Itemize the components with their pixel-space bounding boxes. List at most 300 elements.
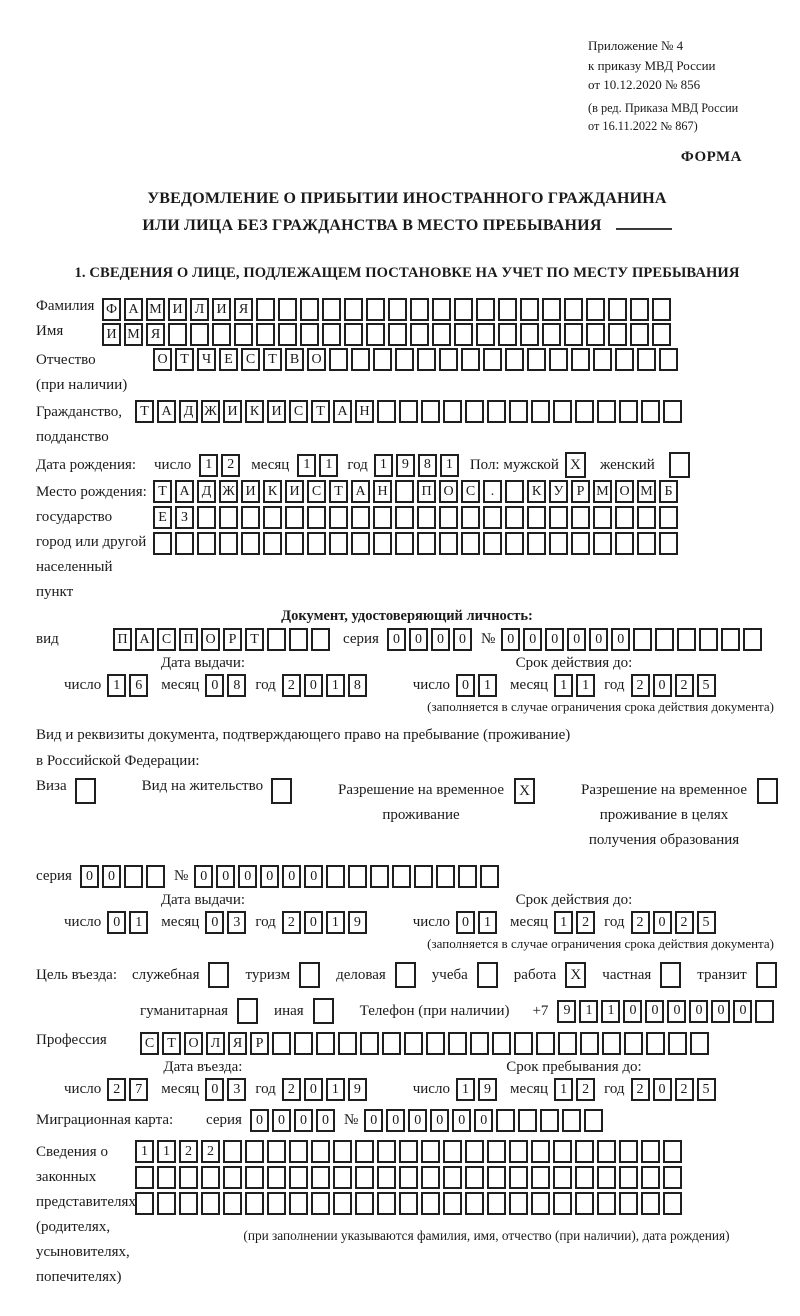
char-cell[interactable] [333, 1140, 352, 1163]
char-cell[interactable] [377, 1140, 396, 1163]
char-cell[interactable] [586, 323, 605, 346]
char-cell[interactable] [476, 323, 495, 346]
char-cell[interactable]: 8 [348, 674, 367, 697]
char-cell[interactable] [366, 323, 385, 346]
char-cell[interactable]: А [175, 480, 194, 503]
char-cell[interactable] [597, 1192, 616, 1215]
char-cell[interactable]: А [351, 480, 370, 503]
char-cell[interactable] [619, 1140, 638, 1163]
char-cell[interactable]: 0 [205, 911, 224, 934]
char-cell[interactable]: 0 [316, 1109, 335, 1132]
char-cell[interactable] [586, 298, 605, 321]
char-cell[interactable]: 7 [129, 1078, 148, 1101]
char-cell[interactable] [608, 298, 627, 321]
char-cell[interactable] [593, 348, 612, 371]
char-cell[interactable] [549, 348, 568, 371]
char-cell[interactable] [256, 298, 275, 321]
char-cell[interactable] [454, 323, 473, 346]
char-cell[interactable] [179, 1192, 198, 1215]
char-cell[interactable] [329, 348, 348, 371]
char-cell[interactable] [377, 400, 396, 423]
char-cell[interactable]: И [285, 480, 304, 503]
char-cell[interactable]: 2 [221, 454, 240, 477]
char-cell[interactable] [241, 532, 260, 555]
char-cell[interactable]: Ч [197, 348, 216, 371]
char-cell[interactable] [267, 1166, 286, 1189]
checkbox-cell[interactable]: X [565, 962, 586, 988]
char-cell[interactable] [487, 1166, 506, 1189]
char-cell[interactable] [564, 298, 583, 321]
char-cell[interactable]: 0 [667, 1000, 686, 1023]
char-cell[interactable] [245, 1140, 264, 1163]
char-cell[interactable]: С [157, 628, 176, 651]
char-cell[interactable] [615, 506, 634, 529]
char-cell[interactable] [417, 506, 436, 529]
char-cell[interactable]: М [637, 480, 656, 503]
char-cell[interactable]: 1 [326, 674, 345, 697]
char-cell[interactable] [487, 400, 506, 423]
char-cell[interactable] [355, 1140, 374, 1163]
char-cell[interactable]: 5 [697, 911, 716, 934]
char-cell[interactable]: 0 [194, 865, 213, 888]
char-cell[interactable]: Д [179, 400, 198, 423]
checkbox-cell[interactable] [757, 778, 778, 804]
char-cell[interactable]: М [146, 298, 165, 321]
char-cell[interactable] [593, 532, 612, 555]
checkbox-cell[interactable]: X [514, 778, 535, 804]
char-cell[interactable]: 0 [431, 628, 450, 651]
char-cell[interactable]: Я [228, 1032, 247, 1055]
char-cell[interactable] [458, 865, 477, 888]
char-cell[interactable] [179, 1166, 198, 1189]
char-cell[interactable]: В [285, 348, 304, 371]
char-cell[interactable]: 0 [272, 1109, 291, 1132]
char-cell[interactable] [690, 1032, 709, 1055]
char-cell[interactable] [597, 1166, 616, 1189]
char-cell[interactable] [443, 1166, 462, 1189]
char-cell[interactable]: 0 [611, 628, 630, 651]
char-cell[interactable]: 0 [523, 628, 542, 651]
char-cell[interactable] [373, 532, 392, 555]
char-cell[interactable] [465, 1192, 484, 1215]
char-cell[interactable] [553, 400, 572, 423]
char-cell[interactable] [351, 532, 370, 555]
char-cell[interactable]: 0 [653, 911, 672, 934]
char-cell[interactable] [540, 1109, 559, 1132]
char-cell[interactable]: 2 [179, 1140, 198, 1163]
char-cell[interactable]: Т [153, 480, 172, 503]
char-cell[interactable] [630, 298, 649, 321]
char-cell[interactable]: К [263, 480, 282, 503]
checkbox-cell[interactable] [75, 778, 96, 804]
char-cell[interactable] [641, 1166, 660, 1189]
checkbox-cell[interactable] [237, 998, 258, 1024]
char-cell[interactable] [536, 1032, 555, 1055]
char-cell[interactable]: 0 [260, 865, 279, 888]
char-cell[interactable] [439, 532, 458, 555]
char-cell[interactable] [646, 1032, 665, 1055]
char-cell[interactable] [571, 348, 590, 371]
char-cell[interactable] [549, 506, 568, 529]
char-cell[interactable] [373, 348, 392, 371]
char-cell[interactable] [483, 532, 502, 555]
char-cell[interactable] [366, 298, 385, 321]
char-cell[interactable]: 0 [501, 628, 520, 651]
char-cell[interactable]: 0 [653, 674, 672, 697]
char-cell[interactable]: 8 [418, 454, 437, 477]
char-cell[interactable] [448, 1032, 467, 1055]
char-cell[interactable] [476, 298, 495, 321]
char-cell[interactable] [333, 1166, 352, 1189]
char-cell[interactable] [553, 1192, 572, 1215]
char-cell[interactable] [699, 628, 718, 651]
char-cell[interactable] [219, 532, 238, 555]
char-cell[interactable]: 3 [227, 911, 246, 934]
char-cell[interactable]: 0 [474, 1109, 493, 1132]
char-cell[interactable] [223, 1192, 242, 1215]
char-cell[interactable]: Я [234, 298, 253, 321]
char-cell[interactable]: 0 [102, 865, 121, 888]
char-cell[interactable]: Ж [219, 480, 238, 503]
char-cell[interactable] [492, 1032, 511, 1055]
char-cell[interactable] [633, 628, 652, 651]
char-cell[interactable] [278, 323, 297, 346]
char-cell[interactable]: 2 [107, 1078, 126, 1101]
char-cell[interactable] [245, 1166, 264, 1189]
char-cell[interactable]: 2 [631, 911, 650, 934]
char-cell[interactable] [641, 400, 660, 423]
char-cell[interactable]: И [212, 298, 231, 321]
char-cell[interactable] [721, 628, 740, 651]
char-cell[interactable] [388, 298, 407, 321]
char-cell[interactable] [575, 400, 594, 423]
char-cell[interactable] [348, 865, 367, 888]
char-cell[interactable]: 1 [554, 674, 573, 697]
char-cell[interactable] [663, 1192, 682, 1215]
char-cell[interactable]: О [307, 348, 326, 371]
char-cell[interactable]: 1 [554, 911, 573, 934]
char-cell[interactable]: 9 [348, 1078, 367, 1101]
char-cell[interactable]: 0 [430, 1109, 449, 1132]
char-cell[interactable] [307, 506, 326, 529]
char-cell[interactable]: 1 [440, 454, 459, 477]
char-cell[interactable] [382, 1032, 401, 1055]
char-cell[interactable] [201, 1166, 220, 1189]
char-cell[interactable] [663, 400, 682, 423]
char-cell[interactable] [465, 400, 484, 423]
char-cell[interactable] [263, 506, 282, 529]
char-cell[interactable]: 3 [227, 1078, 246, 1101]
char-cell[interactable]: 0 [304, 911, 323, 934]
char-cell[interactable]: 1 [579, 1000, 598, 1023]
char-cell[interactable]: 0 [250, 1109, 269, 1132]
char-cell[interactable] [520, 323, 539, 346]
char-cell[interactable] [414, 865, 433, 888]
char-cell[interactable] [245, 1192, 264, 1215]
char-cell[interactable] [329, 532, 348, 555]
char-cell[interactable] [443, 1192, 462, 1215]
checkbox-cell[interactable] [669, 452, 690, 478]
char-cell[interactable]: 0 [545, 628, 564, 651]
char-cell[interactable] [663, 1140, 682, 1163]
char-cell[interactable] [426, 1032, 445, 1055]
char-cell[interactable] [483, 506, 502, 529]
char-cell[interactable] [443, 400, 462, 423]
char-cell[interactable] [465, 1140, 484, 1163]
char-cell[interactable] [351, 506, 370, 529]
char-cell[interactable] [338, 1032, 357, 1055]
char-cell[interactable] [668, 1032, 687, 1055]
char-cell[interactable] [619, 400, 638, 423]
char-cell[interactable]: 0 [304, 674, 323, 697]
checkbox-cell[interactable] [660, 962, 681, 988]
char-cell[interactable]: Н [355, 400, 374, 423]
char-cell[interactable] [326, 865, 345, 888]
char-cell[interactable] [432, 323, 451, 346]
char-cell[interactable] [461, 532, 480, 555]
char-cell[interactable] [542, 298, 561, 321]
char-cell[interactable] [212, 323, 231, 346]
char-cell[interactable] [553, 1166, 572, 1189]
char-cell[interactable] [373, 506, 392, 529]
char-cell[interactable]: П [417, 480, 436, 503]
char-cell[interactable]: Р [223, 628, 242, 651]
char-cell[interactable]: 2 [201, 1140, 220, 1163]
char-cell[interactable] [558, 1032, 577, 1055]
char-cell[interactable]: Т [311, 400, 330, 423]
char-cell[interactable] [564, 323, 583, 346]
char-cell[interactable]: 0 [386, 1109, 405, 1132]
char-cell[interactable]: 0 [294, 1109, 313, 1132]
char-cell[interactable]: 9 [348, 911, 367, 934]
char-cell[interactable]: 1 [374, 454, 393, 477]
char-cell[interactable]: 9 [478, 1078, 497, 1101]
char-cell[interactable]: 5 [697, 674, 716, 697]
char-cell[interactable] [531, 400, 550, 423]
char-cell[interactable] [518, 1109, 537, 1132]
char-cell[interactable]: 0 [387, 628, 406, 651]
char-cell[interactable] [571, 506, 590, 529]
char-cell[interactable] [527, 348, 546, 371]
char-cell[interactable]: Л [190, 298, 209, 321]
char-cell[interactable] [615, 532, 634, 555]
char-cell[interactable]: О [615, 480, 634, 503]
char-cell[interactable]: 2 [576, 911, 595, 934]
char-cell[interactable] [637, 348, 656, 371]
char-cell[interactable]: 0 [711, 1000, 730, 1023]
char-cell[interactable]: 0 [205, 1078, 224, 1101]
char-cell[interactable] [637, 532, 656, 555]
char-cell[interactable]: М [593, 480, 612, 503]
char-cell[interactable]: 0 [282, 865, 301, 888]
char-cell[interactable] [278, 298, 297, 321]
char-cell[interactable] [597, 400, 616, 423]
char-cell[interactable] [454, 298, 473, 321]
char-cell[interactable] [285, 532, 304, 555]
char-cell[interactable]: Т [245, 628, 264, 651]
char-cell[interactable]: А [333, 400, 352, 423]
char-cell[interactable]: Л [206, 1032, 225, 1055]
char-cell[interactable] [351, 348, 370, 371]
char-cell[interactable] [531, 1140, 550, 1163]
char-cell[interactable] [514, 1032, 533, 1055]
char-cell[interactable] [575, 1166, 594, 1189]
char-cell[interactable] [641, 1192, 660, 1215]
char-cell[interactable]: 1 [135, 1140, 154, 1163]
char-cell[interactable] [410, 298, 429, 321]
char-cell[interactable]: Т [135, 400, 154, 423]
char-cell[interactable]: 0 [216, 865, 235, 888]
char-cell[interactable] [399, 1140, 418, 1163]
char-cell[interactable]: И [102, 323, 121, 346]
char-cell[interactable] [311, 1140, 330, 1163]
checkbox-cell[interactable] [756, 962, 777, 988]
char-cell[interactable] [311, 1192, 330, 1215]
char-cell[interactable] [395, 348, 414, 371]
char-cell[interactable] [157, 1166, 176, 1189]
char-cell[interactable] [241, 506, 260, 529]
char-cell[interactable] [153, 532, 172, 555]
char-cell[interactable] [443, 1140, 462, 1163]
char-cell[interactable]: Т [175, 348, 194, 371]
char-cell[interactable] [223, 1166, 242, 1189]
char-cell[interactable] [421, 1140, 440, 1163]
char-cell[interactable]: 2 [282, 674, 301, 697]
char-cell[interactable]: 0 [456, 674, 475, 697]
checkbox-cell[interactable] [271, 778, 292, 804]
char-cell[interactable]: 0 [456, 911, 475, 934]
char-cell[interactable]: 1 [478, 911, 497, 934]
char-cell[interactable] [417, 532, 436, 555]
char-cell[interactable] [388, 323, 407, 346]
char-cell[interactable] [329, 506, 348, 529]
char-cell[interactable]: 1 [297, 454, 316, 477]
char-cell[interactable] [527, 532, 546, 555]
char-cell[interactable] [392, 865, 411, 888]
char-cell[interactable] [395, 480, 414, 503]
char-cell[interactable] [439, 348, 458, 371]
char-cell[interactable] [593, 506, 612, 529]
char-cell[interactable]: 1 [601, 1000, 620, 1023]
char-cell[interactable]: 2 [631, 674, 650, 697]
char-cell[interactable] [289, 1192, 308, 1215]
char-cell[interactable] [575, 1192, 594, 1215]
char-cell[interactable] [344, 323, 363, 346]
char-cell[interactable]: О [201, 628, 220, 651]
char-cell[interactable] [553, 1140, 572, 1163]
char-cell[interactable]: О [439, 480, 458, 503]
char-cell[interactable] [421, 1166, 440, 1189]
char-cell[interactable] [470, 1032, 489, 1055]
char-cell[interactable] [256, 323, 275, 346]
char-cell[interactable] [439, 506, 458, 529]
char-cell[interactable] [234, 323, 253, 346]
char-cell[interactable]: С [307, 480, 326, 503]
char-cell[interactable] [272, 1032, 291, 1055]
char-cell[interactable]: 1 [326, 1078, 345, 1101]
char-cell[interactable]: 2 [282, 911, 301, 934]
char-cell[interactable] [743, 628, 762, 651]
char-cell[interactable] [197, 532, 216, 555]
char-cell[interactable]: Б [659, 480, 678, 503]
char-cell[interactable] [483, 348, 502, 371]
char-cell[interactable]: 0 [623, 1000, 642, 1023]
char-cell[interactable] [630, 323, 649, 346]
char-cell[interactable] [333, 1192, 352, 1215]
char-cell[interactable] [316, 1032, 335, 1055]
char-cell[interactable] [619, 1192, 638, 1215]
char-cell[interactable] [487, 1192, 506, 1215]
char-cell[interactable] [615, 348, 634, 371]
char-cell[interactable] [496, 1109, 515, 1132]
char-cell[interactable]: Я [146, 323, 165, 346]
char-cell[interactable]: 1 [199, 454, 218, 477]
char-cell[interactable] [395, 506, 414, 529]
char-cell[interactable] [404, 1032, 423, 1055]
char-cell[interactable] [659, 348, 678, 371]
char-cell[interactable] [652, 323, 671, 346]
char-cell[interactable] [417, 348, 436, 371]
char-cell[interactable] [355, 1192, 374, 1215]
char-cell[interactable]: И [223, 400, 242, 423]
char-cell[interactable] [549, 532, 568, 555]
char-cell[interactable] [624, 1032, 643, 1055]
char-cell[interactable] [285, 506, 304, 529]
char-cell[interactable] [663, 1166, 682, 1189]
char-cell[interactable] [608, 323, 627, 346]
char-cell[interactable]: 0 [452, 1109, 471, 1132]
char-cell[interactable]: 1 [157, 1140, 176, 1163]
char-cell[interactable] [135, 1192, 154, 1215]
char-cell[interactable]: 2 [631, 1078, 650, 1101]
char-cell[interactable]: 1 [319, 454, 338, 477]
char-cell[interactable]: П [179, 628, 198, 651]
char-cell[interactable] [597, 1140, 616, 1163]
char-cell[interactable]: 9 [557, 1000, 576, 1023]
char-cell[interactable]: 0 [408, 1109, 427, 1132]
char-cell[interactable]: 0 [304, 1078, 323, 1101]
char-cell[interactable]: 0 [409, 628, 428, 651]
char-cell[interactable] [421, 400, 440, 423]
checkbox-cell[interactable]: X [565, 452, 586, 478]
char-cell[interactable] [652, 298, 671, 321]
char-cell[interactable] [575, 1140, 594, 1163]
char-cell[interactable] [355, 1166, 374, 1189]
char-cell[interactable] [168, 323, 187, 346]
char-cell[interactable] [580, 1032, 599, 1055]
char-cell[interactable]: О [153, 348, 172, 371]
char-cell[interactable] [421, 1192, 440, 1215]
char-cell[interactable] [157, 1192, 176, 1215]
checkbox-cell[interactable] [208, 962, 229, 988]
char-cell[interactable]: 2 [675, 911, 694, 934]
char-cell[interactable] [294, 1032, 313, 1055]
char-cell[interactable] [399, 1192, 418, 1215]
char-cell[interactable]: К [527, 480, 546, 503]
char-cell[interactable] [223, 1140, 242, 1163]
char-cell[interactable]: Ж [201, 400, 220, 423]
char-cell[interactable] [267, 628, 286, 651]
char-cell[interactable] [432, 298, 451, 321]
char-cell[interactable]: Т [263, 348, 282, 371]
char-cell[interactable] [135, 1166, 154, 1189]
char-cell[interactable]: П [113, 628, 132, 651]
char-cell[interactable] [509, 400, 528, 423]
char-cell[interactable] [487, 1140, 506, 1163]
char-cell[interactable] [584, 1109, 603, 1132]
char-cell[interactable]: С [289, 400, 308, 423]
char-cell[interactable] [465, 1166, 484, 1189]
